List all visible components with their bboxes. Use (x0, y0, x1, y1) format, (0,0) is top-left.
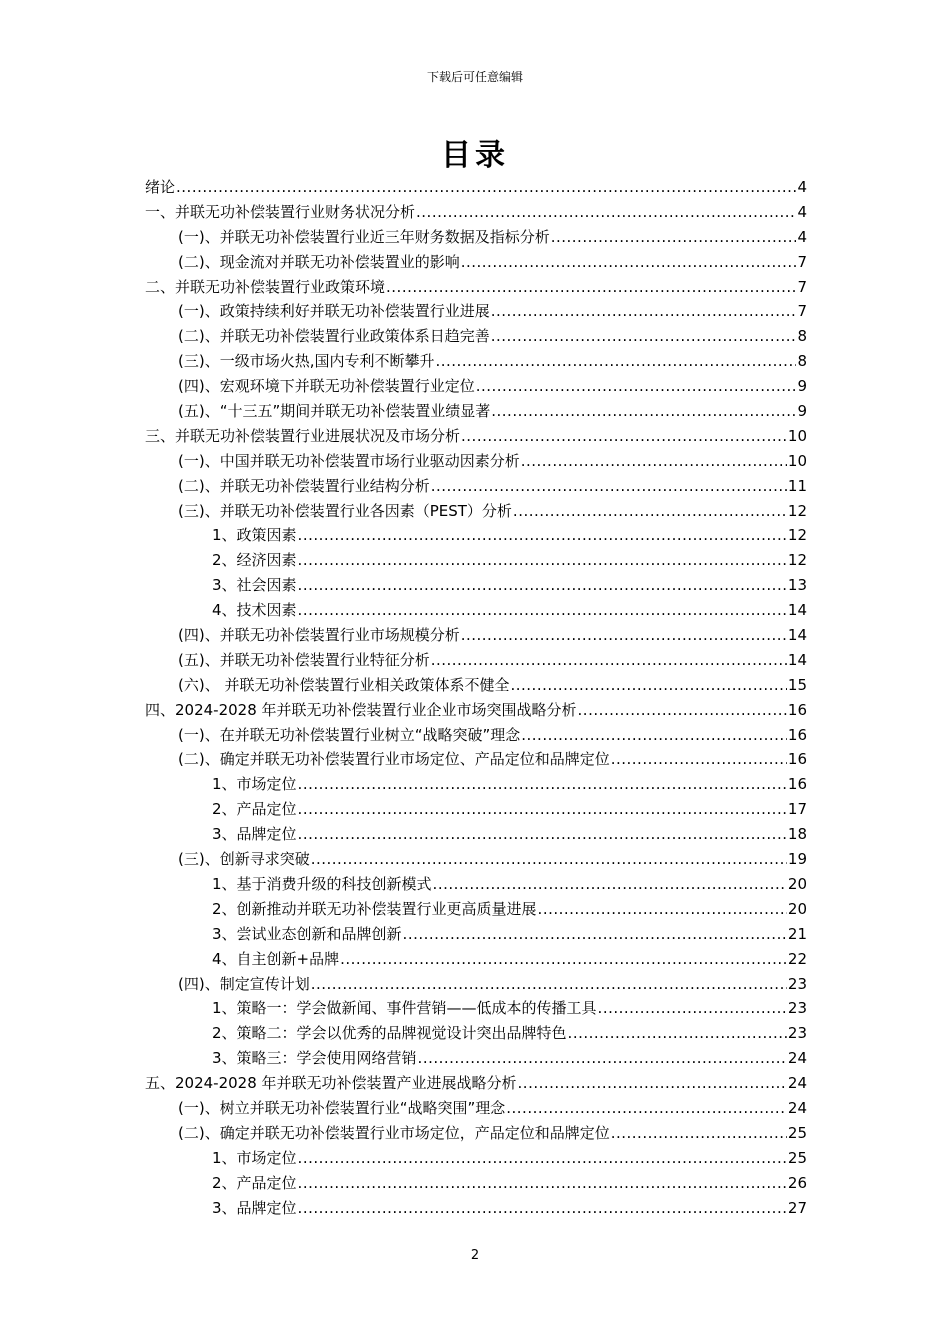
toc-entry[interactable] (145, 1196, 807, 1221)
toc-dot-leader (298, 1196, 787, 1221)
toc-entry-title: 2、产品定位 (212, 1173, 297, 1192)
toc-dot-leader (491, 324, 797, 349)
toc-dot-leader (431, 648, 787, 673)
toc-entry-title: (三)、一级市场火热,国内专利不断攀升 (178, 352, 435, 371)
toc-entry-title: 1、市场定位 (212, 775, 297, 794)
toc-entry[interactable] (145, 698, 807, 723)
toc-entry-title: 3、品牌定位 (212, 825, 297, 844)
toc-entry-title: 三、并联无功补偿装置行业进展状况及市场分析 (145, 426, 461, 445)
toc-entry[interactable] (145, 1121, 807, 1146)
toc-entry-title: 1、基于消费升级的科技创新模式 (212, 874, 432, 893)
toc-entry[interactable] (145, 573, 807, 598)
toc-entry-page: 26 (787, 1173, 807, 1192)
toc-entry-title: 四、2024-2028 年并联无功补偿装置行业企业市场突围战略分析 (145, 700, 577, 719)
toc-entry-page: 10 (787, 451, 807, 470)
toc-entry-title: 2、策略二：学会以优秀的品牌视觉设计突出品牌特色 (212, 1024, 567, 1043)
toc-dot-leader (298, 1146, 787, 1171)
toc-entry[interactable] (145, 399, 807, 424)
toc-entry-page: 22 (787, 949, 807, 968)
toc-entry-title: (五)、并联无功补偿装置行业特征分析 (178, 650, 430, 669)
toc-dot-leader (461, 623, 787, 648)
toc-entry-title: (六)、 并联无功补偿装置行业相关政策体系不健全 (178, 675, 510, 694)
toc-entry-page: 21 (787, 924, 807, 943)
toc-entry[interactable] (145, 1071, 807, 1096)
toc-entry[interactable] (145, 623, 807, 648)
toc-entry-title: 1、政策因素 (212, 526, 297, 545)
toc-dot-leader (311, 972, 787, 997)
toc-entry-page: 8 (797, 327, 807, 346)
toc-dot-leader (340, 947, 787, 972)
toc-dot-leader (510, 673, 786, 698)
toc-entry-page: 9 (797, 377, 807, 396)
toc-entry[interactable] (145, 673, 807, 698)
toc-dot-leader (551, 225, 797, 250)
toc-entry[interactable] (145, 747, 807, 772)
toc-entry-page: 19 (787, 850, 807, 869)
toc-entry[interactable] (145, 499, 807, 524)
toc-entry[interactable] (145, 374, 807, 399)
toc-entry-page: 4 (797, 178, 807, 196)
toc-dot-leader (491, 399, 796, 424)
toc-dot-leader (598, 996, 787, 1021)
toc-dot-leader (418, 1046, 787, 1071)
toc-entry-page: 10 (787, 426, 807, 445)
toc-entry[interactable] (145, 922, 807, 947)
toc-dot-leader (311, 847, 787, 872)
toc-entry-page: 14 (787, 626, 807, 645)
toc-entry[interactable] (145, 250, 807, 275)
toc-dot-leader (298, 523, 787, 548)
table-of-contents (145, 175, 807, 1220)
toc-entry-title: 1、策略一：学会做新闻、事件营销——低成本的传播工具 (212, 999, 597, 1018)
toc-dot-leader (386, 275, 796, 300)
toc-entry[interactable] (145, 299, 807, 324)
toc-entry-page: 13 (787, 576, 807, 595)
toc-entry[interactable] (145, 175, 807, 200)
toc-entry[interactable] (145, 996, 807, 1021)
toc-entry-page: 14 (787, 650, 807, 669)
toc-entry-page: 12 (787, 551, 807, 570)
toc-entry-page: 24 (787, 1049, 807, 1068)
toc-entry-page: 23 (787, 974, 807, 993)
toc-entry[interactable] (145, 822, 807, 847)
toc-entry[interactable] (145, 1096, 807, 1121)
toc-entry-page: 7 (797, 252, 807, 271)
toc-entry[interactable] (145, 225, 807, 250)
toc-dot-leader (435, 349, 796, 374)
toc-entry[interactable] (145, 424, 807, 449)
toc-entry-page: 4 (797, 227, 807, 246)
toc-dot-leader (521, 449, 787, 474)
toc-entry-page: 18 (787, 825, 807, 844)
toc-entry-page: 16 (787, 700, 807, 719)
toc-entry-page: 8 (797, 352, 807, 371)
toc-entry-title: (一)、在并联无功补偿装置行业树立“战略突破”理念 (178, 725, 521, 744)
toc-entry-title: 二、并联无功补偿装置行业政策环境 (145, 277, 386, 296)
toc-dot-leader (298, 598, 787, 623)
toc-entry[interactable] (145, 324, 807, 349)
toc-entry-page: 9 (797, 402, 807, 421)
toc-entry[interactable] (145, 1021, 807, 1046)
toc-entry-title: 3、社会因素 (212, 576, 297, 595)
toc-entry[interactable] (145, 449, 807, 474)
toc-entry-page: 7 (797, 302, 807, 321)
toc-entry-page: 14 (787, 601, 807, 620)
toc-entry-title: (一)、政策持续利好并联无功补偿装置行业进展 (178, 302, 490, 321)
toc-dot-leader (578, 698, 787, 723)
toc-entry-title: 4、自主创新+品牌 (212, 949, 340, 968)
toc-dot-leader (521, 723, 787, 748)
toc-dot-leader (298, 772, 787, 797)
toc-entry-page: 20 (787, 874, 807, 893)
toc-dot-leader (433, 872, 787, 897)
toc-entry-page: 20 (787, 899, 807, 918)
toc-entry[interactable] (145, 548, 807, 573)
toc-entry-title: (五)、“十三五”期间并联无功补偿装置业绩显著 (178, 402, 491, 421)
toc-entry[interactable] (145, 772, 807, 797)
toc-entry-page: 4 (797, 202, 807, 221)
toc-entry-title: 绪论 (145, 178, 176, 196)
toc-dot-leader (461, 424, 787, 449)
toc-dot-leader (416, 200, 796, 225)
toc-entry-title: (四)、制定宣传计划 (178, 974, 310, 993)
toc-dot-leader (491, 299, 797, 324)
toc-entry-title: 3、尝试业态创新和品牌创新 (212, 924, 402, 943)
toc-entry-title: 2、经济因素 (212, 551, 297, 570)
toc-dot-leader (298, 797, 787, 822)
toc-entry-title: (一)、并联无功补偿装置行业近三年财务数据及指标分析 (178, 227, 550, 246)
toc-entry-title: 2、产品定位 (212, 800, 297, 819)
toc-entry[interactable] (145, 897, 807, 922)
toc-entry-page: 7 (797, 277, 807, 296)
toc-dot-leader (403, 922, 787, 947)
header-note: 下载后可任意编辑 (426, 70, 523, 84)
toc-entry-page: 23 (787, 1024, 807, 1043)
toc-entry[interactable] (145, 972, 807, 997)
page-number: 2 (470, 1248, 480, 1263)
toc-entry-title: (二)、确定并联无功补偿装置行业市场定位，产品定位和品牌定位 (178, 1123, 610, 1142)
toc-entry-page: 27 (787, 1198, 807, 1217)
toc-entry[interactable] (145, 1146, 807, 1171)
toc-dot-leader (298, 573, 787, 598)
toc-dot-leader (298, 548, 787, 573)
toc-title: 目录 (441, 138, 509, 173)
toc-entry-page: 25 (787, 1123, 807, 1142)
toc-entry-title: (三)、并联无功补偿装置行业各因素（PEST）分析 (178, 501, 512, 520)
toc-entry-title: (四)、并联无功补偿装置行业市场规模分析 (178, 626, 460, 645)
toc-entry-page: 16 (787, 750, 807, 769)
toc-entry-title: (一)、中国并联无功补偿装置市场行业驱动因素分析 (178, 451, 520, 470)
toc-dot-leader (298, 1171, 787, 1196)
toc-dot-leader (298, 822, 787, 847)
toc-entry-title: (二)、现金流对并联无功补偿装置业的影响 (178, 252, 460, 271)
toc-entry-title: (三)、创新寻求突破 (178, 850, 310, 869)
toc-dot-leader (538, 897, 787, 922)
toc-entry-page: 12 (787, 526, 807, 545)
toc-dot-leader (513, 499, 787, 524)
toc-entry[interactable] (145, 523, 807, 548)
toc-dot-leader (176, 175, 796, 200)
toc-entry[interactable] (145, 349, 807, 374)
toc-entry-title: 4、技术因素 (212, 601, 297, 620)
toc-entry-page: 17 (787, 800, 807, 819)
toc-entry-page: 24 (787, 1074, 807, 1093)
toc-dot-leader (611, 747, 787, 772)
toc-entry[interactable] (145, 723, 807, 748)
toc-entry-title: (二)、确定并联无功补偿装置行业市场定位、产品定位和品牌定位 (178, 750, 610, 769)
toc-entry-page: 24 (787, 1098, 807, 1117)
toc-entry-title: (一)、树立并联无功补偿装置行业“战略突围”理念 (178, 1098, 506, 1117)
toc-entry-page: 16 (787, 725, 807, 744)
toc-entry[interactable] (145, 474, 807, 499)
toc-dot-leader (431, 474, 787, 499)
toc-entry-page: 23 (787, 999, 807, 1018)
toc-entry-title: (二)、并联无功补偿装置行业政策体系日趋完善 (178, 327, 490, 346)
toc-entry-title: 一、并联无功补偿装置行业财务状况分析 (145, 202, 416, 221)
toc-entry-page: 16 (787, 775, 807, 794)
toc-entry[interactable] (145, 797, 807, 822)
toc-entry[interactable] (145, 598, 807, 623)
toc-dot-leader (611, 1121, 787, 1146)
toc-entry-title: 3、策略三：学会使用网络营销 (212, 1049, 417, 1068)
toc-entry[interactable] (145, 1171, 807, 1196)
toc-entry[interactable] (145, 200, 807, 225)
toc-entry[interactable] (145, 847, 807, 872)
toc-dot-leader (476, 374, 797, 399)
toc-entry-title: 五、2024-2028 年并联无功补偿装置产业进展战略分析 (145, 1074, 517, 1093)
toc-entry-page: 12 (787, 501, 807, 520)
toc-dot-leader (568, 1021, 787, 1046)
toc-dot-leader (506, 1096, 787, 1121)
toc-dot-leader (461, 250, 797, 275)
toc-entry-title: 2、创新推动并联无功补偿装置行业更高质量进展 (212, 899, 537, 918)
toc-entry[interactable] (145, 872, 807, 897)
toc-entry-page: 15 (787, 675, 807, 694)
toc-entry-page: 11 (787, 476, 807, 495)
toc-entry[interactable] (145, 275, 807, 300)
toc-dot-leader (518, 1071, 787, 1096)
toc-entry[interactable] (145, 648, 807, 673)
toc-entry[interactable] (145, 1046, 807, 1071)
toc-entry-title: (二)、并联无功补偿装置行业结构分析 (178, 476, 430, 495)
toc-entry[interactable] (145, 947, 807, 972)
toc-entry-title: 1、市场定位 (212, 1148, 297, 1167)
toc-entry-page: 25 (787, 1148, 807, 1167)
toc-entry-title: 3、品牌定位 (212, 1198, 297, 1217)
toc-entry-title: (四)、宏观环境下并联无功补偿装置行业定位 (178, 377, 475, 396)
